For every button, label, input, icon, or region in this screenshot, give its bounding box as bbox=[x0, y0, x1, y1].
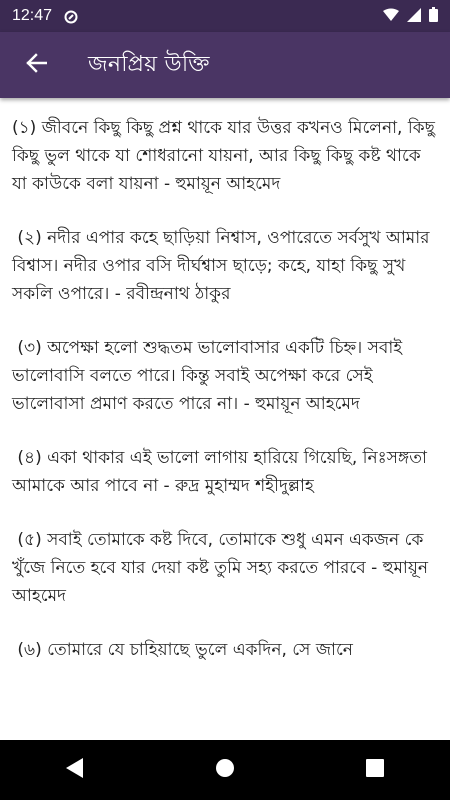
nav-back-button[interactable] bbox=[45, 740, 105, 800]
status-icons bbox=[383, 7, 438, 26]
quote-item: (৩) অপেক্ষা হলো শুদ্ধতম ভালোবাসার একটি চিহ্ন। সবাই ভালোবাসি বলতে পারে। কিন্তু সবাই অপেক্ষা করে সেই ভালোবাসা প্রমাণ করতে পারে না। - হুমায়ূন আহমেদ bbox=[12, 338, 408, 414]
nav-recents-button[interactable] bbox=[345, 740, 405, 800]
recents-square-icon bbox=[366, 759, 384, 781]
back-button[interactable] bbox=[8, 37, 64, 93]
status-time: 12:47 bbox=[12, 7, 53, 24]
quote-item: (৪) একা থাকার এই ভালো লাগায় হারিয়ে গিয়েছি, নিঃসঙ্গতা আমাকে আর পাবে না - রুদ্র মুহাম্মদ শহীদুল্লাহ bbox=[12, 448, 433, 496]
wifi-icon bbox=[383, 7, 399, 26]
navigation-bar bbox=[0, 740, 450, 800]
quotes-list[interactable] bbox=[0, 98, 450, 740]
at-sign-icon bbox=[64, 9, 78, 23]
quote-item: (২) নদীর এপার কহে ছাড়িয়া নিশ্বাস, ওপারেতে সর্বসুখ আমার বিশ্বাস। নদীর ওপার বসি দীর্ঘশ্বাস ছাড়ে; কহে, যাহা কিছু সুখ সকলি ওপারে। - রবীন্দ্রনাথ ঠাকুর bbox=[12, 228, 435, 304]
quote-item: (১) জীবনে কিছু কিছু প্রশ্ন থাকে যার উত্তর কখনও মিলেনা, কিছু কিছু ভুল থাকে যা শোধরানো যায়না, আর কিছু কিছু কষ্ট থাকে যা কাউকে বলা যায়না - হুমায়ূন আহমেদ bbox=[12, 118, 441, 194]
arrow-back-icon bbox=[25, 52, 47, 78]
page-title: জনপ্রিয় উক্তি bbox=[88, 51, 210, 77]
quote-item: (৫) সবাই তোমাকে কষ্ট দিবে, তোমাকে শুধু এমন একজন কে খুঁজে নিতে হবে যার দেয়া কষ্ট তুমি সহ্য করতে পারবে - হুমায়ূন আহমেদ bbox=[12, 530, 434, 606]
nav-home-button[interactable] bbox=[195, 740, 255, 800]
quote-item: (৬) তোমারে যে চাহিয়াছে ভুলে একদিন, সে জানে bbox=[12, 640, 353, 660]
back-triangle-icon bbox=[65, 757, 85, 783]
signal-icon bbox=[407, 7, 421, 26]
battery-icon bbox=[429, 7, 438, 26]
home-circle-icon bbox=[215, 758, 235, 782]
app-bar bbox=[0, 32, 450, 98]
status-bar bbox=[0, 0, 450, 32]
